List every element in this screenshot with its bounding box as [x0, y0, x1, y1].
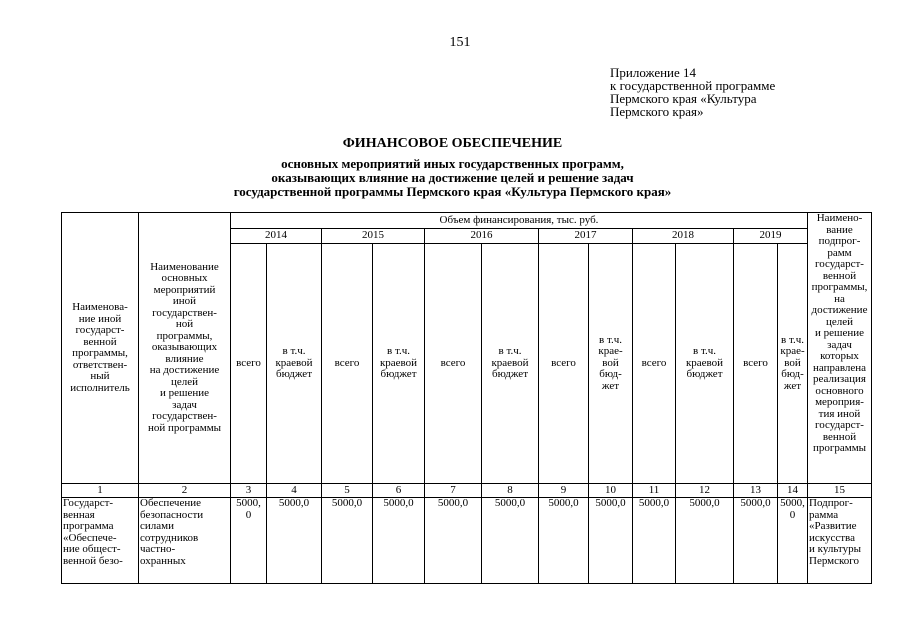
subheader-regional-budget: в т.ч. крае- вой бюд- жет [778, 244, 808, 484]
value-cell: 5000,0 [633, 498, 676, 584]
column-number: 12 [676, 484, 734, 498]
column-number: 6 [373, 484, 425, 498]
subheader-regional-budget: в т.ч. крае- вой бюд- жет [589, 244, 633, 484]
value-cell: 5000, 0 [231, 498, 267, 584]
column-number: 5 [322, 484, 373, 498]
column-number: 14 [778, 484, 808, 498]
column-number: 1 [62, 484, 139, 498]
document-subtitle [0, 157, 905, 199]
subtitle-line: государственной программы Пермского края «Культура Пермского края» [233, 184, 672, 199]
subheader-total: всего [322, 244, 373, 484]
column-number: 4 [267, 484, 322, 498]
subheader-total: всего [425, 244, 482, 484]
year-header: 2014 [231, 229, 322, 244]
year-header: 2015 [322, 229, 425, 244]
subheader-regional-budget: в т.ч. краевой бюджет [482, 244, 539, 484]
appendix-line: Пермского края «Культура [610, 91, 757, 106]
subheader-total: всего [231, 244, 267, 484]
column-number: 10 [589, 484, 633, 498]
year-header: 2019 [734, 229, 808, 244]
subheader-total: всего [633, 244, 676, 484]
column-number: 8 [482, 484, 539, 498]
value-cell: 5000, 0 [778, 498, 808, 584]
column-number-row [62, 484, 872, 498]
subheader-regional-budget: в т.ч. краевой бюджет [676, 244, 734, 484]
appendix-line: Приложение 14 [610, 65, 697, 80]
subprogram-name-cell: Подпрог- рамма «Развитие искусства и культуры Пермского [808, 498, 872, 584]
appendix-line: к государственной программе [610, 78, 776, 93]
value-cell: 5000,0 [734, 498, 778, 584]
financing-table [61, 212, 872, 584]
appendix-note [610, 66, 775, 118]
column-number: 9 [539, 484, 589, 498]
subtitle-line: оказывающих влияние на достижение целей и решение задач [271, 170, 634, 185]
subheader-total: всего [539, 244, 589, 484]
subheader-total: всего [734, 244, 778, 484]
document-title: ФИНАНСОВОЕ ОБЕСПЕЧЕНИЕ [342, 136, 563, 151]
subheader-regional-budget: в т.ч. краевой бюджет [267, 244, 322, 484]
table-row [62, 498, 872, 584]
appendix-line: Пермского края» [610, 104, 704, 119]
column-number: 7 [425, 484, 482, 498]
column-number: 3 [231, 484, 267, 498]
page-number: 151 [449, 35, 471, 50]
value-cell: 5000,0 [676, 498, 734, 584]
column-number: 2 [139, 484, 231, 498]
value-cell: 5000,0 [373, 498, 425, 584]
header-measures: Наименование основных мероприятий иной государствен- ной программы, оказывающих влияние на достижение целей и решение задач государствен- ной программы [139, 213, 231, 484]
year-header: 2016 [425, 229, 539, 244]
value-cell: 5000,0 [267, 498, 322, 584]
subtitle-line: основных мероприятий иных государственных программ, [281, 156, 624, 171]
program-name-cell: Государст- венная программа «Обеспече- ние общест- венной безо- [62, 498, 139, 584]
header-subprograms: Наимено- вание подпрог- рамм государст- венной программы, на достижение целей и решение задач которых направлена реализация основного мероприя- тия иной государст- венной программы [808, 213, 872, 484]
year-header: 2018 [633, 229, 734, 244]
column-number: 11 [633, 484, 676, 498]
header-program-executor: Наименова- ние иной государст- венной программы, ответствен- ный исполнитель [62, 213, 139, 484]
header-funding-volume: Объем финансирования, тыс. руб. [231, 213, 808, 229]
measure-name-cell: Обеспечение безопасности силами сотрудников частно- охранных [139, 498, 231, 584]
value-cell: 5000,0 [539, 498, 589, 584]
column-number: 15 [808, 484, 872, 498]
year-header: 2017 [539, 229, 633, 244]
value-cell: 5000,0 [425, 498, 482, 584]
value-cell: 5000,0 [589, 498, 633, 584]
subheader-regional-budget: в т.ч. краевой бюджет [373, 244, 425, 484]
value-cell: 5000,0 [482, 498, 539, 584]
value-cell: 5000,0 [322, 498, 373, 584]
column-number: 13 [734, 484, 778, 498]
